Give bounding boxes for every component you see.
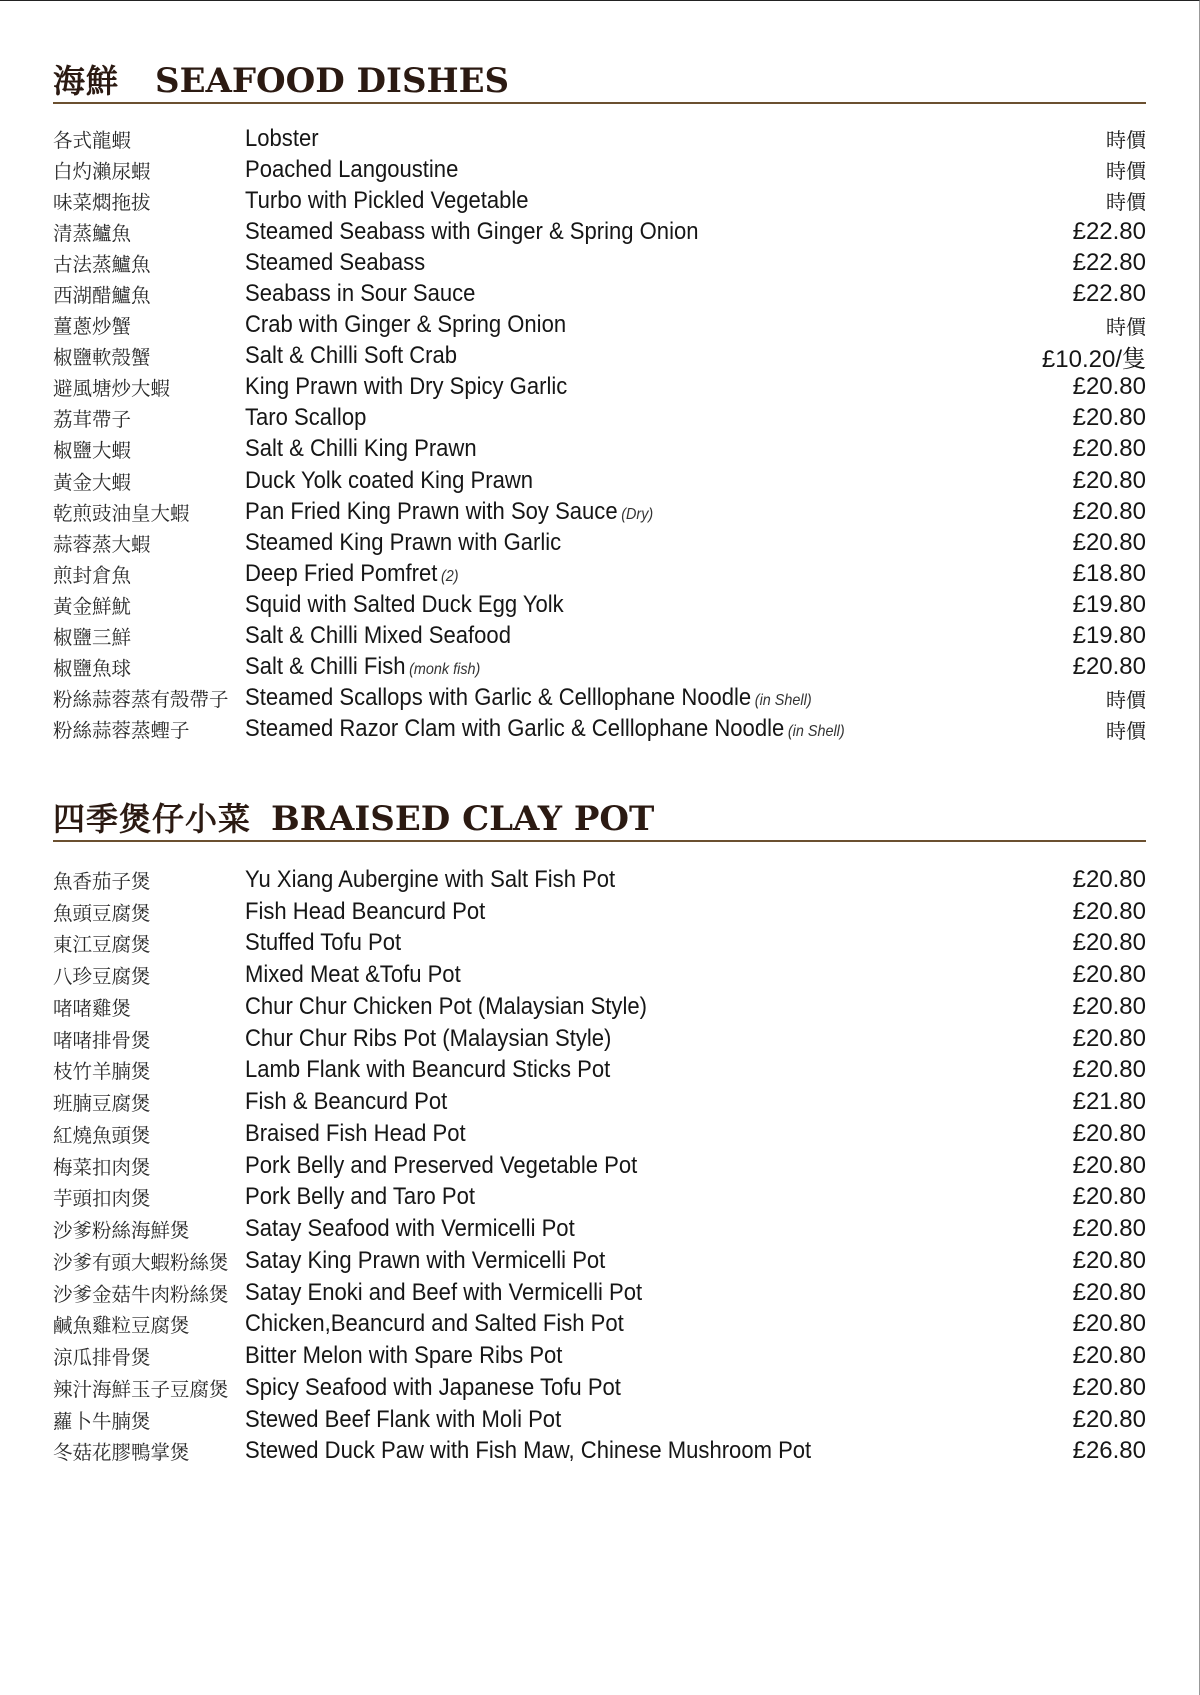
dish-name-en-text: Steamed King Prawn with Garlic — [245, 528, 562, 556]
dish-name-en-text: Salt & Chilli Fish — [245, 653, 406, 681]
dish-name-en — [245, 311, 1056, 339]
dish-name-en-text: Stuffed Tofu Pot — [245, 929, 402, 957]
dish-name-en — [245, 1120, 1056, 1148]
menu-item — [53, 310, 1146, 341]
menu-item — [53, 278, 1146, 309]
menu-item — [53, 864, 1146, 896]
menu-item — [53, 1118, 1146, 1150]
dish-price: £20.80 — [1072, 1215, 1146, 1243]
dish-name-en-text: Lobster — [245, 124, 319, 152]
dish-price: £19.80 — [1072, 622, 1146, 650]
menu-item — [53, 1340, 1146, 1372]
dish-name-en — [245, 404, 1056, 432]
dish-name-en-text: Deep Fried Pomfret — [245, 559, 438, 587]
dish-name-en — [245, 1247, 1056, 1275]
dish-name-en-text: Squid with Salted Duck Egg Yolk — [245, 590, 564, 618]
dish-price: £20.80 — [1072, 865, 1146, 893]
claypot-section — [53, 796, 1146, 1467]
dish-price: 時價 — [1106, 159, 1146, 184]
section-title-en: BRAISED CLAY POT — [271, 799, 655, 839]
dish-name-en-text: Fish & Beancurd Pot — [245, 1088, 448, 1116]
dish-note: (monk fish) — [409, 661, 481, 679]
dish-name-en — [245, 218, 1056, 246]
dish-price: £20.80 — [1072, 466, 1146, 494]
menu-item — [53, 403, 1146, 434]
dish-name-en — [245, 342, 1056, 370]
menu-item — [53, 1309, 1146, 1341]
dish-name-en-text: Steamed Scallops with Garlic & Celllophane Noodle — [245, 684, 752, 712]
dish-name-en — [245, 467, 1056, 495]
dish-name-zh: 八珍豆腐煲 — [53, 965, 151, 989]
seafood-section — [53, 58, 1146, 745]
menu-item — [53, 372, 1146, 403]
dish-name-en — [245, 1183, 1056, 1211]
dish-name-en — [245, 1279, 1056, 1307]
dish-name-zh: 白灼瀨尿蝦 — [53, 159, 151, 183]
dish-name-en-text: Pan Fried King Prawn with Soy Sauce — [245, 497, 618, 525]
menu-item — [53, 465, 1146, 496]
dish-name-en — [245, 961, 1056, 989]
dish-price: 時價 — [1106, 190, 1146, 215]
dish-name-en-text: Fish Head Beancurd Pot — [245, 897, 486, 925]
dish-price: £20.80 — [1072, 1151, 1146, 1179]
section-heading — [53, 58, 1146, 104]
section-heading — [53, 796, 1146, 842]
dish-name-en-text: Stewed Beef Flank with Moli Pot — [245, 1405, 562, 1433]
dish-name-en-text: Mixed Meat &Tofu Pot — [245, 961, 461, 989]
dish-price: £26.80 — [1072, 1437, 1146, 1465]
dish-name-en — [245, 187, 1056, 215]
menu-item — [53, 589, 1146, 620]
menu-item — [53, 1086, 1146, 1118]
menu-item — [53, 959, 1146, 991]
menu-item — [53, 1055, 1146, 1087]
dish-name-zh: 魚香茄子煲 — [53, 869, 151, 893]
dish-name-en — [245, 373, 1056, 401]
dish-name-en-text: Seabass in Sour Sauce — [245, 280, 476, 308]
dish-price: £20.80 — [1072, 1278, 1146, 1306]
dish-name-en-text: Satay King Prawn with Vermicelli Pot — [245, 1246, 606, 1274]
dish-name-en-text: King Prawn with Dry Spicy Garlic — [245, 373, 568, 401]
dish-name-en — [245, 1088, 1056, 1116]
dish-name-zh: 椒鹽軟殼蟹 — [53, 346, 151, 370]
dish-name-en-text: Spicy Seafood with Japanese Tofu Pot — [245, 1373, 621, 1401]
menu-item — [53, 991, 1146, 1023]
menu-item — [53, 1436, 1146, 1468]
dish-name-en-text: Chur Chur Chicken Pot (Malaysian Style) — [245, 992, 647, 1020]
section-title-zh: 海鮮 — [53, 62, 120, 100]
menu-item — [53, 1213, 1146, 1245]
dish-price: £20.80 — [1072, 897, 1146, 925]
menu-item — [53, 216, 1146, 247]
dish-name-zh: 沙爹有頭大蝦粉絲煲 — [53, 1250, 229, 1274]
dish-price: £20.80 — [1072, 404, 1146, 432]
dish-price: £18.80 — [1072, 559, 1146, 587]
dish-name-en-text: Satay Enoki and Beef with Vermicelli Pot — [245, 1278, 643, 1306]
menu-item — [53, 527, 1146, 558]
menu-item — [53, 247, 1146, 278]
dish-name-zh: 梅菜扣肉煲 — [53, 1155, 151, 1179]
dish-name-en-text: Turbo with Pickled Vegetable — [245, 186, 529, 214]
dish-price: £10.20/隻 — [1041, 345, 1146, 373]
dish-name-en-text: Salt & Chilli Mixed Seafood — [245, 622, 511, 650]
menu-item — [53, 341, 1146, 372]
dish-price: £22.80 — [1072, 217, 1146, 245]
dish-price: £20.80 — [1072, 1024, 1146, 1052]
dish-name-zh: 椒鹽三鮮 — [53, 626, 132, 650]
dish-price: 時價 — [1106, 314, 1146, 339]
dish-name-en — [245, 1374, 1056, 1402]
menu-item — [53, 496, 1146, 527]
dish-name-zh: 煎封倉魚 — [53, 563, 132, 587]
menu-item — [53, 683, 1146, 714]
dish-price: £20.80 — [1072, 497, 1146, 525]
dish-name-en — [245, 529, 1056, 557]
dish-name-en — [245, 156, 1056, 184]
dish-note: (2) — [441, 567, 459, 585]
menu-item — [53, 154, 1146, 185]
menu-item — [53, 1023, 1146, 1055]
menu-item — [53, 621, 1146, 652]
dish-price: £22.80 — [1072, 280, 1146, 308]
dish-name-en-text: Chur Chur Ribs Pot (Malaysian Style) — [245, 1024, 612, 1052]
dish-price: £19.80 — [1072, 590, 1146, 618]
section-title-en: SEAFOOD DISHES — [155, 61, 510, 101]
dish-note: (Dry) — [621, 505, 654, 523]
dish-price: £20.80 — [1072, 992, 1146, 1020]
dish-name-zh: 清蒸鱸魚 — [53, 221, 132, 245]
dish-price: £20.80 — [1072, 1405, 1146, 1433]
dish-price: £20.80 — [1072, 1310, 1146, 1338]
dish-name-zh: 薑蔥炒蟹 — [53, 315, 132, 339]
dish-name-zh: 鹹魚雞粒豆腐煲 — [53, 1314, 190, 1338]
dish-name-zh: 古法蒸鱸魚 — [53, 252, 151, 276]
dish-name-en-text: Bitter Melon with Spare Ribs Pot — [245, 1342, 563, 1370]
dish-name-zh: 啫啫排骨煲 — [53, 1028, 151, 1052]
dish-name-en — [245, 1310, 1056, 1338]
dish-name-en-text: Pork Belly and Preserved Vegetable Pot — [245, 1151, 638, 1179]
dish-price: £20.80 — [1072, 1342, 1146, 1370]
dish-name-en — [245, 898, 1056, 926]
dish-name-en — [245, 684, 1056, 712]
dish-name-en-text: Taro Scallop — [245, 404, 367, 432]
dish-price: £20.80 — [1072, 1246, 1146, 1274]
dish-name-en — [245, 1406, 1056, 1434]
menu-item — [53, 1150, 1146, 1182]
menu-item — [53, 434, 1146, 465]
dish-price: 時價 — [1106, 687, 1146, 712]
dish-name-en — [245, 1437, 1056, 1465]
dish-name-en-text: Steamed Razor Clam with Garlic & Celllophane Noodle — [245, 715, 785, 743]
dish-name-en — [245, 622, 1056, 650]
dish-name-en — [245, 653, 1056, 681]
dish-price: £20.80 — [1072, 528, 1146, 556]
dish-name-en-text: Salt & Chilli Soft Crab — [245, 342, 458, 370]
dish-name-zh: 蒜蓉蒸大蝦 — [53, 532, 151, 556]
menu-item — [53, 1182, 1146, 1214]
menu-item — [53, 1277, 1146, 1309]
dish-note: (in Shell) — [754, 692, 812, 710]
dish-name-en — [245, 1056, 1056, 1084]
dish-price: £20.80 — [1072, 929, 1146, 957]
dish-price: 時價 — [1106, 718, 1146, 743]
dish-name-en-text: Crab with Ginger & Spring Onion — [245, 311, 567, 339]
dish-name-en-text: Duck Yolk coated King Prawn — [245, 466, 534, 494]
dish-name-en — [245, 866, 1056, 894]
dish-name-zh: 粉絲蒜蓉蒸蟶子 — [53, 719, 190, 743]
section-title-zh: 四季煲仔小菜 — [53, 800, 252, 838]
dish-name-zh: 粉絲蒜蓉蒸有殼帶子 — [53, 688, 229, 712]
dish-price: £21.80 — [1072, 1088, 1146, 1116]
dish-name-en — [245, 591, 1056, 619]
menu-item — [53, 123, 1146, 154]
dish-name-zh: 各式龍蝦 — [53, 128, 132, 152]
menu-item — [53, 652, 1146, 683]
dish-name-en — [245, 560, 1056, 588]
dish-name-en — [245, 993, 1056, 1021]
dish-name-en-text: Chicken,Beancurd and Salted Fish Pot — [245, 1310, 624, 1338]
dish-name-en — [245, 498, 1056, 526]
menu-item — [53, 1404, 1146, 1436]
dish-name-zh: 蘿卜牛腩煲 — [53, 1409, 151, 1433]
dish-price: £20.80 — [1072, 1183, 1146, 1211]
dish-price: £20.80 — [1072, 1056, 1146, 1084]
menu-list — [53, 123, 1146, 745]
dish-name-zh: 涼瓜排骨煲 — [53, 1346, 151, 1370]
dish-name-en-text: Salt & Chilli King Prawn — [245, 435, 477, 463]
dish-name-en — [245, 715, 1056, 743]
dish-name-zh: 芋頭扣肉煲 — [53, 1187, 151, 1211]
dish-name-zh: 枝竹羊腩煲 — [53, 1060, 151, 1084]
dish-name-en — [245, 929, 1056, 957]
dish-name-zh: 黃金大蝦 — [53, 470, 132, 494]
dish-name-en — [245, 249, 1056, 277]
dish-name-en — [245, 435, 1056, 463]
dish-price: £20.80 — [1072, 435, 1146, 463]
menu-item — [53, 896, 1146, 928]
menu-item — [53, 185, 1146, 216]
dish-name-en-text: Yu Xiang Aubergine with Salt Fish Pot — [245, 865, 616, 893]
dish-price: 時價 — [1106, 128, 1146, 153]
menu-item — [53, 714, 1146, 745]
dish-name-zh: 沙爹金菇牛肉粉絲煲 — [53, 1282, 229, 1306]
dish-name-zh: 椒鹽魚球 — [53, 657, 132, 681]
dish-note: (in Shell) — [787, 723, 845, 741]
dish-name-en — [245, 1025, 1056, 1053]
dish-name-zh: 沙爹粉絲海鮮煲 — [53, 1219, 190, 1243]
dish-name-en — [245, 1342, 1056, 1370]
dish-name-en-text: Steamed Seabass with Ginger & Spring Onion — [245, 217, 699, 245]
dish-name-en-text: Braised Fish Head Pot — [245, 1119, 466, 1147]
dish-name-zh: 魚頭豆腐煲 — [53, 901, 151, 925]
dish-name-zh: 紅燒魚頭煲 — [53, 1123, 151, 1147]
menu-item — [53, 558, 1146, 589]
dish-name-en-text: Satay Seafood with Vermicelli Pot — [245, 1215, 575, 1243]
dish-name-en-text: Lamb Flank with Beancurd Sticks Pot — [245, 1056, 611, 1084]
dish-name-zh: 辣汁海鮮玉子豆腐煲 — [53, 1377, 229, 1401]
dish-price: £20.80 — [1072, 373, 1146, 401]
dish-name-zh: 東江豆腐煲 — [53, 933, 151, 957]
dish-name-en-text: Stewed Duck Paw with Fish Maw, Chinese Mushroom Pot — [245, 1437, 812, 1465]
dish-name-zh: 椒鹽大蝦 — [53, 439, 132, 463]
dish-name-en-text: Poached Langoustine — [245, 155, 459, 183]
dish-name-en — [245, 1152, 1056, 1180]
menu-list — [53, 864, 1146, 1467]
dish-name-zh: 班腩豆腐煲 — [53, 1092, 151, 1116]
dish-name-zh: 冬菇花膠鴨掌煲 — [53, 1441, 190, 1465]
dish-name-zh: 黃金鮮魷 — [53, 594, 132, 618]
menu-item — [53, 1372, 1146, 1404]
dish-name-zh: 西湖醋鱸魚 — [53, 284, 151, 308]
dish-price: £20.80 — [1072, 653, 1146, 681]
menu-item — [53, 1245, 1146, 1277]
dish-name-zh: 味菜燜拖拔 — [53, 190, 151, 214]
dish-name-zh: 啫啫雞煲 — [53, 996, 132, 1020]
dish-name-en-text: Pork Belly and Taro Pot — [245, 1183, 476, 1211]
dish-name-en-text: Steamed Seabass — [245, 248, 426, 276]
dish-price: £20.80 — [1072, 1119, 1146, 1147]
dish-name-en — [245, 125, 1056, 153]
dish-name-en — [245, 1215, 1056, 1243]
dish-name-zh: 乾煎豉油皇大蝦 — [53, 501, 190, 525]
dish-name-zh: 荔茸帶子 — [53, 408, 132, 432]
dish-price: £22.80 — [1072, 248, 1146, 276]
dish-price: £20.80 — [1072, 1373, 1146, 1401]
menu-item — [53, 928, 1146, 960]
dish-name-zh: 避風塘炒大蝦 — [53, 377, 171, 401]
dish-name-en — [245, 280, 1056, 308]
dish-price: £20.80 — [1072, 961, 1146, 989]
